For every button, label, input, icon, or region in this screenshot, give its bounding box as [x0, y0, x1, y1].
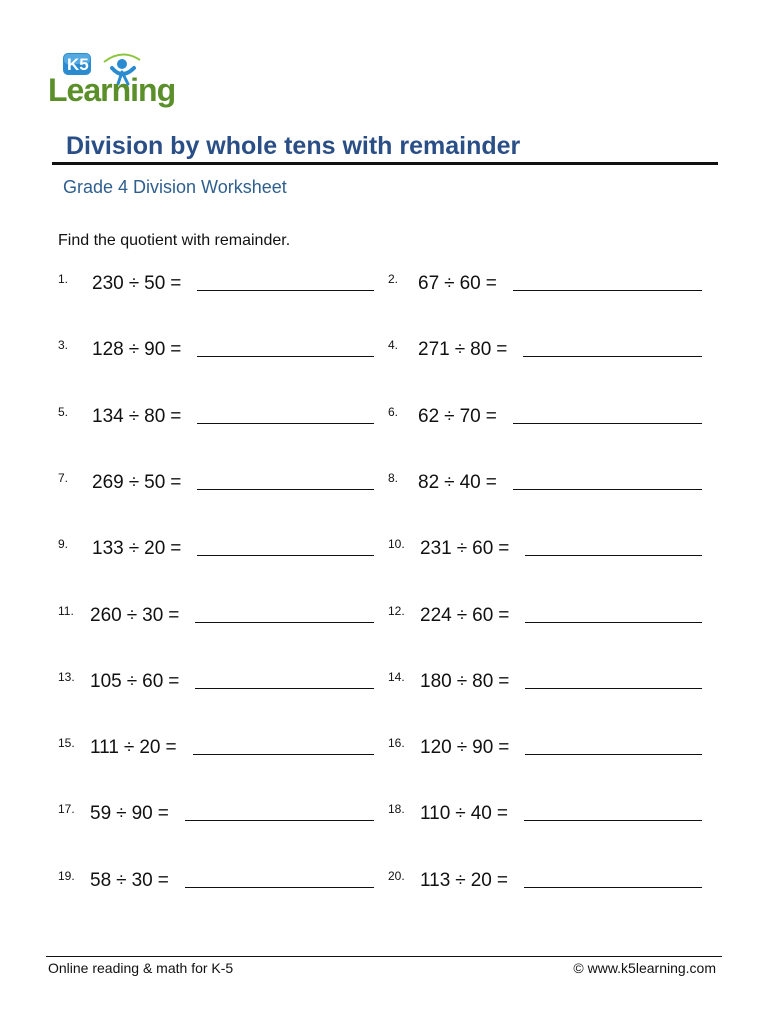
- dividend: 82: [418, 472, 440, 493]
- answer-blank[interactable]: [195, 688, 374, 689]
- equals-sign: =: [157, 803, 169, 824]
- divisor: 70: [459, 406, 481, 427]
- logo-wordmark: Learning: [48, 72, 176, 108]
- dividend: 58: [90, 870, 112, 891]
- division-operator: ÷: [128, 273, 140, 294]
- problem-number: 13.: [58, 670, 75, 684]
- problem-expression: [92, 273, 186, 295]
- equals-sign: =: [170, 406, 182, 427]
- problem-expression: [420, 737, 514, 759]
- problem-number: 6.: [388, 405, 399, 419]
- problem-expression: [92, 538, 186, 560]
- answer-blank[interactable]: [525, 622, 702, 623]
- answer-blank[interactable]: [197, 356, 374, 357]
- problem-item: [388, 802, 702, 830]
- division-operator: ÷: [456, 538, 468, 559]
- problem-number: 18.: [388, 802, 405, 816]
- problem-item: [58, 405, 374, 433]
- equals-sign: =: [496, 803, 508, 824]
- problem-item: [58, 869, 374, 897]
- problem-expression: [420, 870, 513, 892]
- dividend: 128: [92, 339, 124, 360]
- divisor: 90: [472, 737, 494, 758]
- problem-number: 7.: [58, 471, 69, 485]
- divisor: 20: [144, 538, 166, 559]
- problem-item: [388, 405, 702, 433]
- problem-expression: [90, 671, 184, 693]
- worksheet-subtitle: Grade 4 Division Worksheet: [63, 177, 287, 197]
- division-operator: ÷: [444, 472, 455, 493]
- division-operator: ÷: [116, 803, 127, 824]
- equals-sign: =: [498, 605, 510, 626]
- problem-number: 19.: [58, 869, 75, 883]
- dividend: 224: [420, 605, 452, 626]
- problem-expression: [90, 605, 184, 627]
- dividend: 67: [418, 273, 440, 294]
- dividend: 120: [420, 737, 452, 758]
- problem-expression: [420, 671, 514, 693]
- answer-blank[interactable]: [197, 290, 374, 291]
- answer-blank[interactable]: [523, 356, 702, 357]
- equals-sign: =: [170, 472, 182, 493]
- divisor: 20: [139, 737, 161, 758]
- dividend: 59: [90, 803, 112, 824]
- problem-expression: [420, 538, 514, 560]
- problem-expression: [90, 803, 174, 825]
- divisor: 40: [470, 803, 492, 824]
- problem-expression: [418, 339, 512, 361]
- equals-sign: =: [165, 737, 177, 758]
- division-operator: ÷: [455, 803, 466, 824]
- divisor: 80: [472, 671, 494, 692]
- problem-number: 4.: [388, 338, 399, 352]
- division-operator: ÷: [128, 339, 140, 360]
- problem-item: [58, 670, 374, 698]
- dividend: 231: [420, 538, 452, 559]
- problem-expression: [92, 339, 186, 361]
- answer-blank[interactable]: [525, 754, 702, 755]
- dividend: 113: [420, 870, 451, 891]
- equals-sign: =: [498, 737, 510, 758]
- dividend: 180: [420, 671, 452, 692]
- dividend: 230: [92, 273, 124, 294]
- problem-expression: [92, 406, 186, 428]
- division-operator: ÷: [128, 472, 140, 493]
- dividend: 62: [418, 406, 440, 427]
- equals-sign: =: [485, 472, 497, 493]
- division-operator: ÷: [454, 339, 466, 360]
- problem-item: [58, 604, 374, 632]
- problem-item: [388, 471, 702, 499]
- divisor: 60: [472, 538, 494, 559]
- answer-blank[interactable]: [197, 423, 374, 424]
- problem-number: 8.: [388, 471, 399, 485]
- dividend: 260: [90, 605, 122, 626]
- problem-number: 11.: [58, 604, 74, 618]
- problem-number: 14.: [388, 670, 405, 684]
- problem-expression: [418, 472, 502, 494]
- problem-item: [58, 471, 374, 499]
- divisor: 50: [144, 472, 166, 493]
- answer-blank[interactable]: [525, 688, 702, 689]
- problem-number: 17.: [58, 802, 75, 816]
- equals-sign: =: [485, 406, 497, 427]
- answer-blank[interactable]: [197, 489, 374, 490]
- problem-item: [388, 670, 702, 698]
- equals-sign: =: [496, 870, 508, 891]
- equals-sign: =: [485, 273, 497, 294]
- problem-item: [58, 338, 374, 366]
- problem-number: 5.: [58, 405, 69, 419]
- problem-number: 10.: [388, 537, 405, 551]
- answer-blank[interactable]: [513, 290, 702, 291]
- answer-blank[interactable]: [197, 555, 374, 556]
- divisor: 30: [131, 870, 153, 891]
- problem-expression: [420, 803, 513, 825]
- equals-sign: =: [170, 339, 182, 360]
- division-operator: ÷: [455, 870, 466, 891]
- dividend: 110: [420, 803, 451, 824]
- problem-item: [388, 537, 702, 565]
- worksheet-title: Division by whole tens with remainder: [66, 132, 521, 160]
- division-operator: ÷: [444, 273, 455, 294]
- division-operator: ÷: [128, 406, 140, 427]
- divisor: 90: [144, 339, 166, 360]
- divisor: 80: [144, 406, 166, 427]
- divisor: 60: [472, 605, 494, 626]
- divisor: 50: [144, 273, 166, 294]
- division-operator: ÷: [126, 671, 138, 692]
- problem-number: 3.: [58, 338, 69, 352]
- problem-number: 9.: [58, 537, 69, 551]
- problem-item: [388, 604, 702, 632]
- divisor: 90: [131, 803, 153, 824]
- divisor: 60: [459, 273, 481, 294]
- answer-blank[interactable]: [513, 423, 702, 424]
- problem-item: [388, 736, 702, 764]
- problem-expression: [418, 406, 502, 428]
- divisor: 20: [470, 870, 492, 891]
- problem-expression: [90, 870, 174, 892]
- dividend: 133: [92, 538, 124, 559]
- division-operator: ÷: [444, 406, 455, 427]
- answer-blank[interactable]: [513, 489, 702, 490]
- division-operator: ÷: [456, 737, 468, 758]
- equals-sign: =: [170, 273, 182, 294]
- problem-item: [58, 736, 374, 764]
- problem-item: [58, 802, 374, 830]
- problem-expression: [418, 273, 502, 295]
- equals-sign: =: [496, 339, 508, 360]
- division-operator: ÷: [123, 737, 135, 758]
- answer-blank[interactable]: [185, 887, 374, 888]
- problem-number: 2.: [388, 272, 399, 286]
- division-operator: ÷: [116, 870, 127, 891]
- footer-copyright: © www.k5learning.com: [573, 960, 716, 976]
- equals-sign: =: [170, 538, 182, 559]
- equals-sign: =: [157, 870, 169, 891]
- answer-blank[interactable]: [193, 754, 374, 755]
- logo-badge-text: K5: [67, 55, 89, 74]
- problem-expression: [420, 605, 514, 627]
- answer-blank[interactable]: [524, 887, 702, 888]
- divisor: 60: [142, 671, 164, 692]
- footer-divider: [46, 956, 722, 957]
- dividend: 105: [90, 671, 122, 692]
- problem-number: 15.: [58, 736, 75, 750]
- equals-sign: =: [498, 671, 510, 692]
- dividend: 269: [92, 472, 124, 493]
- division-operator: ÷: [128, 538, 140, 559]
- division-operator: ÷: [126, 605, 138, 626]
- dividend: 111: [90, 737, 119, 758]
- answer-blank[interactable]: [195, 622, 374, 623]
- equals-sign: =: [168, 605, 180, 626]
- problem-number: 1.: [58, 272, 69, 286]
- problem-number: 16.: [388, 736, 405, 750]
- problem-item: [388, 272, 702, 300]
- divisor: 30: [142, 605, 164, 626]
- answer-blank[interactable]: [524, 820, 702, 821]
- instructions-text: Find the quotient with remainder.: [58, 232, 291, 249]
- problem-expression: [90, 737, 182, 759]
- problem-item: [58, 537, 374, 565]
- answer-blank[interactable]: [525, 555, 702, 556]
- equals-sign: =: [168, 671, 180, 692]
- equals-sign: =: [498, 538, 510, 559]
- problem-item: [388, 338, 702, 366]
- problem-item: [58, 272, 374, 300]
- divisor: 80: [470, 339, 492, 360]
- footer-tagline: Online reading & math for K-5: [48, 960, 234, 976]
- division-operator: ÷: [456, 671, 468, 692]
- division-operator: ÷: [456, 605, 468, 626]
- problem-item: [388, 869, 702, 897]
- problem-number: 12.: [388, 604, 405, 618]
- problem-number: 20.: [388, 869, 405, 883]
- problem-expression: [92, 472, 186, 494]
- answer-blank[interactable]: [185, 820, 374, 821]
- divisor: 40: [459, 472, 481, 493]
- dividend: 134: [92, 406, 124, 427]
- dividend: 271: [418, 339, 450, 360]
